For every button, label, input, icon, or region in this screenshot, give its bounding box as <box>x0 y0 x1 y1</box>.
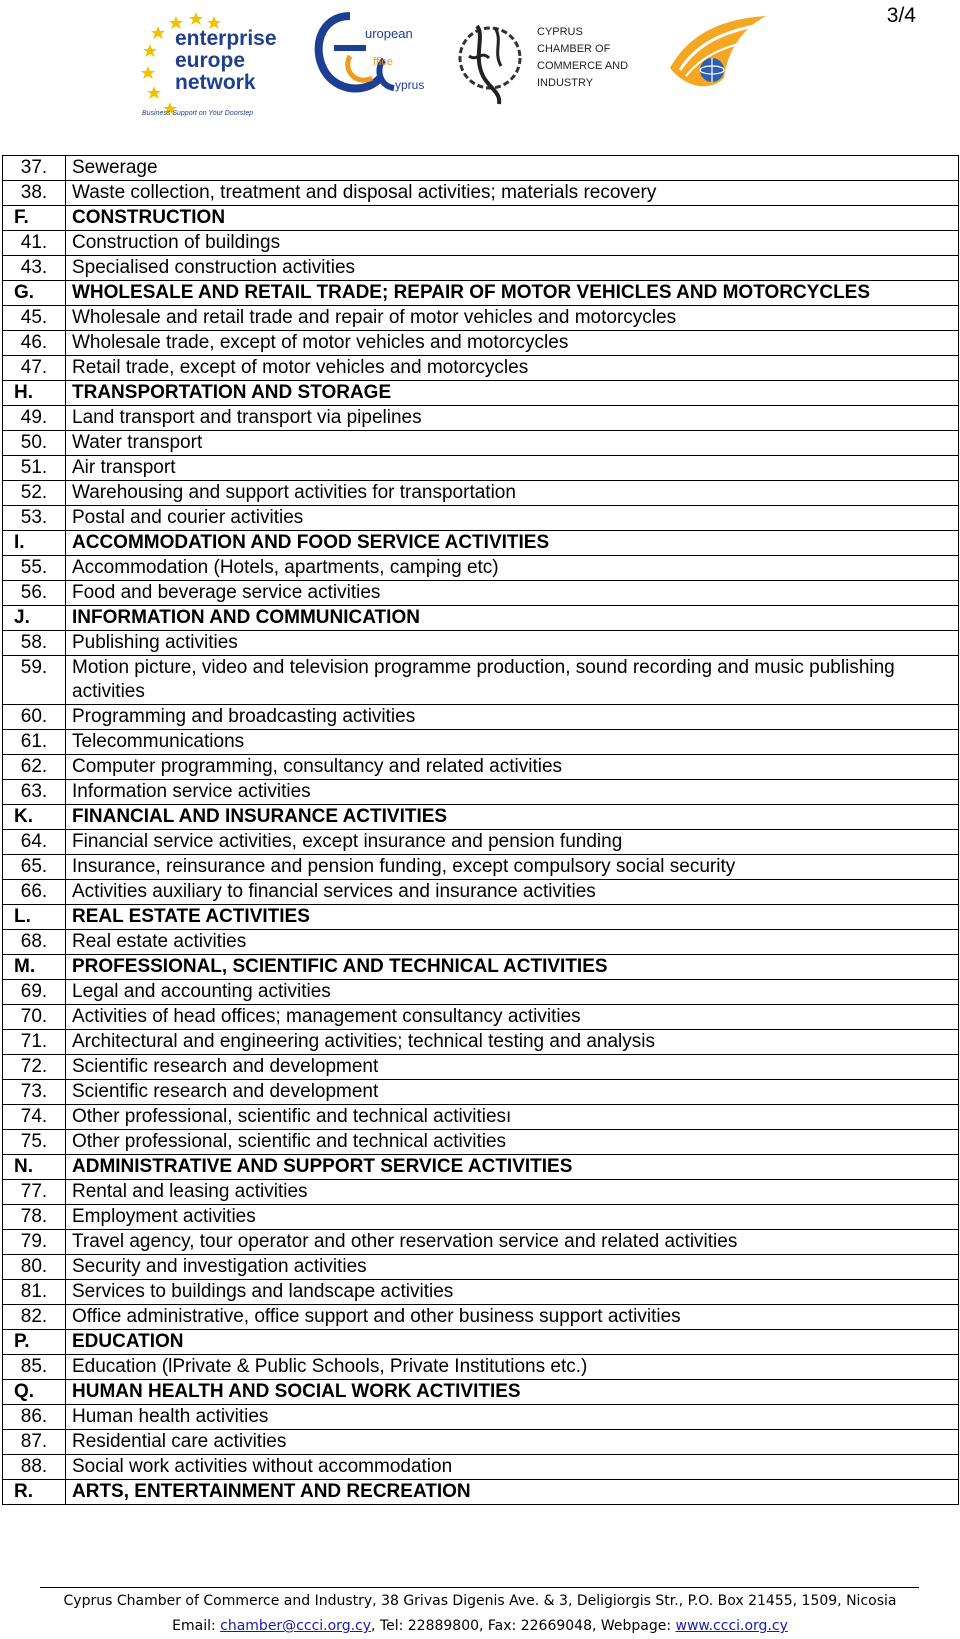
row-label: Retail trade, except of motor vehicles and motorcycles <box>66 356 959 381</box>
row-code: J. <box>3 606 66 631</box>
row-label: Programming and broadcasting activities <box>66 705 959 730</box>
row-label: Insurance, reinsurance and pension funding, except compulsory social security <box>66 855 959 880</box>
row-label: Construction of buildings <box>66 231 959 256</box>
row-code: 62. <box>3 755 66 780</box>
table-row <box>3 1430 959 1455</box>
row-code: 80. <box>3 1255 66 1280</box>
row-label: Office administrative, office support and other business support activities <box>66 1305 959 1330</box>
table-row <box>3 631 959 656</box>
row-code: 85. <box>3 1355 66 1380</box>
table-row <box>3 506 959 531</box>
row-label: Warehousing and support activities for transportation <box>66 481 959 506</box>
row-label: Information service activities <box>66 780 959 805</box>
row-code: 70. <box>3 1005 66 1030</box>
table-row <box>3 1005 959 1030</box>
row-code: F. <box>3 206 66 231</box>
row-label: Scientific research and development <box>66 1080 959 1105</box>
row-label: FINANCIAL AND INSURANCE ACTIVITIES <box>66 805 959 830</box>
row-label: Sewerage <box>66 156 959 181</box>
row-code: 66. <box>3 880 66 905</box>
row-code: 49. <box>3 406 66 431</box>
row-label: Rental and leasing activities <box>66 1180 959 1205</box>
row-label: Employment activities <box>66 1205 959 1230</box>
nace-activity-table <box>2 155 959 1505</box>
row-code: 52. <box>3 481 66 506</box>
table-row <box>3 730 959 755</box>
row-label: Air transport <box>66 456 959 481</box>
table-row <box>3 356 959 381</box>
een-line-3: network <box>175 71 256 94</box>
row-code: K. <box>3 805 66 830</box>
row-code: P. <box>3 1330 66 1355</box>
row-code: 41. <box>3 231 66 256</box>
table-row <box>3 656 959 705</box>
row-code: 77. <box>3 1180 66 1205</box>
row-code: L. <box>3 905 66 930</box>
row-code: 43. <box>3 256 66 281</box>
table-row <box>3 755 959 780</box>
row-label: Travel agency, tour operator and other reservation service and related activities <box>66 1230 959 1255</box>
footer <box>0 1589 960 1639</box>
row-code: 53. <box>3 506 66 531</box>
row-code: 61. <box>3 730 66 755</box>
row-code: H. <box>3 381 66 406</box>
een-line-2: europe <box>175 49 246 72</box>
row-label: Water transport <box>66 431 959 456</box>
european-office-cyprus-logo <box>310 8 425 98</box>
row-label: ARTS, ENTERTAINMENT AND RECREATION <box>66 1480 959 1505</box>
table-row <box>3 1355 959 1380</box>
row-code: M. <box>3 955 66 980</box>
table-row <box>3 481 959 506</box>
row-label: ACCOMMODATION AND FOOD SERVICE ACTIVITIES <box>66 531 959 556</box>
table-row <box>3 1080 959 1105</box>
row-label: Financial service activities, except insurance and pension funding <box>66 830 959 855</box>
eye-globe-logo <box>662 8 772 98</box>
table-row <box>3 980 959 1005</box>
enterprise-europe-network-logo <box>140 6 280 124</box>
row-code: 63. <box>3 780 66 805</box>
row-code: G. <box>3 281 66 306</box>
row-code: 51. <box>3 456 66 481</box>
row-code: 86. <box>3 1405 66 1430</box>
row-code: 58. <box>3 631 66 656</box>
section-row <box>3 606 959 631</box>
table-row <box>3 1455 959 1480</box>
row-label: TRANSPORTATION AND STORAGE <box>66 381 959 406</box>
ccci-line-3: COMMERCE AND <box>537 60 629 72</box>
row-label: Wholesale and retail trade and repair of motor vehicles and motorcycles <box>66 306 959 331</box>
row-code: 38. <box>3 181 66 206</box>
row-code: 47. <box>3 356 66 381</box>
section-row <box>3 1155 959 1180</box>
row-code: 72. <box>3 1055 66 1080</box>
table-row <box>3 1180 959 1205</box>
row-label: Security and investigation activities <box>66 1255 959 1280</box>
row-label: Land transport and transport via pipelines <box>66 406 959 431</box>
row-label: HUMAN HEALTH AND SOCIAL WORK ACTIVITIES <box>66 1380 959 1405</box>
row-code: 71. <box>3 1030 66 1055</box>
table-body <box>3 156 959 1505</box>
row-label: Accommodation (Hotels, apartments, camping etc) <box>66 556 959 581</box>
section-row <box>3 1330 959 1355</box>
row-code: 64. <box>3 830 66 855</box>
row-label: Residential care activities <box>66 1430 959 1455</box>
footer-contact: , Tel: 22889800, Fax: 22669048, Webpage: <box>371 1618 676 1634</box>
row-label: Human health activities <box>66 1405 959 1430</box>
table-row <box>3 556 959 581</box>
table-row <box>3 256 959 281</box>
eye-globe-icon <box>662 8 772 98</box>
row-code: 37. <box>3 156 66 181</box>
table-row <box>3 1055 959 1080</box>
footer-divider <box>40 1587 919 1588</box>
row-code: 68. <box>3 930 66 955</box>
table-row <box>3 855 959 880</box>
row-label: Other professional, scientific and technical activitiesı <box>66 1105 959 1130</box>
row-label: CONSTRUCTION <box>66 206 959 231</box>
section-row <box>3 281 959 306</box>
section-row <box>3 531 959 556</box>
row-code: 82. <box>3 1305 66 1330</box>
row-label: Food and beverage service activities <box>66 581 959 606</box>
row-code: Q. <box>3 1380 66 1405</box>
row-code: N. <box>3 1155 66 1180</box>
table-row <box>3 431 959 456</box>
section-row <box>3 955 959 980</box>
row-code: 74. <box>3 1105 66 1130</box>
footer-address: Cyprus Chamber of Commerce and Industry, 38 Grivas Digenis Ave. & 3, Deligiorgis Str., P.O. Box 21455, 1509, Nicosia <box>63 1593 897 1609</box>
row-code: 78. <box>3 1205 66 1230</box>
section-row <box>3 381 959 406</box>
ccci-line-4: INDUSTRY <box>537 77 594 89</box>
row-label: Waste collection, treatment and disposal activities; materials recovery <box>66 181 959 206</box>
table-row <box>3 456 959 481</box>
table-row <box>3 880 959 905</box>
row-label: Wholesale trade, except of motor vehicles and motorcycles <box>66 331 959 356</box>
row-label: Telecommunications <box>66 730 959 755</box>
table-row <box>3 181 959 206</box>
row-label: ADMINISTRATIVE AND SUPPORT SERVICE ACTIVITIES <box>66 1155 959 1180</box>
ccci-line-2: CHAMBER OF <box>537 43 611 55</box>
table-row <box>3 830 959 855</box>
row-label: Education (lPrivate & Public Schools, Private Institutions etc.) <box>66 1355 959 1380</box>
section-row <box>3 1380 959 1405</box>
row-code: R. <box>3 1480 66 1505</box>
row-label: Motion picture, video and television programme production, sound recording and music publishing activities <box>66 656 959 705</box>
row-label: PROFESSIONAL, SCIENTIFIC AND TECHNICAL ACTIVITIES <box>66 955 959 980</box>
table-row <box>3 1205 959 1230</box>
row-code: 79. <box>3 1230 66 1255</box>
table-row <box>3 231 959 256</box>
row-label: Architectural and engineering activities; technical testing and analysis <box>66 1030 959 1055</box>
section-row <box>3 1480 959 1505</box>
page-number: 3/4 <box>886 4 916 27</box>
row-label: REAL ESTATE ACTIVITIES <box>66 905 959 930</box>
footer-website-link[interactable]: www.ccci.org.cy <box>675 1618 788 1634</box>
eoc-line-1: uropean <box>365 26 413 41</box>
row-code: 73. <box>3 1080 66 1105</box>
row-code: 59. <box>3 656 66 705</box>
row-label: EDUCATION <box>66 1330 959 1355</box>
table-row <box>3 1305 959 1330</box>
row-code: I. <box>3 531 66 556</box>
footer-email-label: Email: <box>172 1618 221 1634</box>
table-row <box>3 705 959 730</box>
header-logos <box>0 0 960 130</box>
ccci-line-1: CYPRUS <box>537 26 583 38</box>
table-row <box>3 930 959 955</box>
row-code: 60. <box>3 705 66 730</box>
table-row <box>3 1405 959 1430</box>
row-label: INFORMATION AND COMMUNICATION <box>66 606 959 631</box>
table-row <box>3 1105 959 1130</box>
een-line-1: enterprise <box>175 27 277 50</box>
footer-email-link[interactable]: chamber@ccci.org.cy <box>220 1618 372 1634</box>
row-code: 65. <box>3 855 66 880</box>
ccci-emblem-icon <box>455 6 525 111</box>
row-label: Activities auxiliary to financial services and insurance activities <box>66 880 959 905</box>
row-label: Specialised construction activities <box>66 256 959 281</box>
table-row <box>3 1280 959 1305</box>
cyprus-chamber-logo <box>455 6 645 111</box>
table-row <box>3 306 959 331</box>
row-code: 45. <box>3 306 66 331</box>
table-row <box>3 156 959 181</box>
table-row <box>3 331 959 356</box>
row-label: Postal and courier activities <box>66 506 959 531</box>
section-row <box>3 206 959 231</box>
eoc-line-3: yprus <box>395 78 425 92</box>
row-label: Real estate activities <box>66 930 959 955</box>
table-row <box>3 1230 959 1255</box>
table-row <box>3 1030 959 1055</box>
row-label: Services to buildings and landscape activities <box>66 1280 959 1305</box>
eoc-line-2: ffice <box>373 56 393 68</box>
row-label: WHOLESALE AND RETAIL TRADE; REPAIR OF MOTOR VEHICLES AND MOTORCYCLES <box>66 281 959 306</box>
row-label: Legal and accounting activities <box>66 980 959 1005</box>
row-label: Computer programming, consultancy and related activities <box>66 755 959 780</box>
section-row <box>3 805 959 830</box>
table-row <box>3 1130 959 1155</box>
table-row <box>3 406 959 431</box>
een-tagline: Business Support on Your Doorstep <box>142 110 254 117</box>
row-code: 56. <box>3 581 66 606</box>
row-code: 55. <box>3 556 66 581</box>
row-code: 69. <box>3 980 66 1005</box>
section-row <box>3 905 959 930</box>
row-code: 87. <box>3 1430 66 1455</box>
table-row <box>3 780 959 805</box>
row-label: Other professional, scientific and technical activities <box>66 1130 959 1155</box>
row-label: Publishing activities <box>66 631 959 656</box>
row-code: 50. <box>3 431 66 456</box>
row-label: Activities of head offices; management consultancy activities <box>66 1005 959 1030</box>
table-row <box>3 581 959 606</box>
table-row <box>3 1255 959 1280</box>
row-label: Scientific research and development <box>66 1055 959 1080</box>
row-label: Social work activities without accommodation <box>66 1455 959 1480</box>
row-code: 81. <box>3 1280 66 1305</box>
row-code: 88. <box>3 1455 66 1480</box>
footer-contact-line <box>0 1614 960 1639</box>
row-code: 46. <box>3 331 66 356</box>
row-code: 75. <box>3 1130 66 1155</box>
